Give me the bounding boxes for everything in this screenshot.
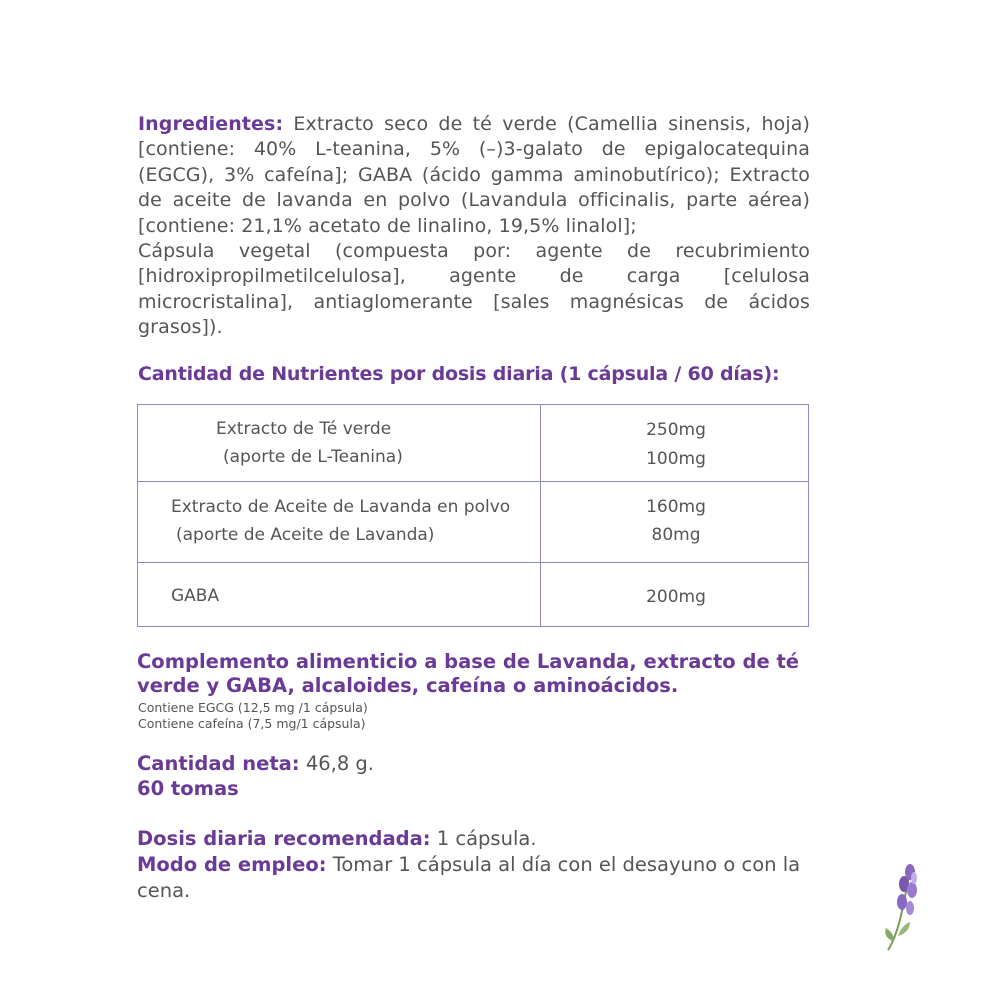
net-quantity-label: Cantidad neta: [137, 752, 300, 775]
product-summary [137, 650, 817, 698]
egcg-note: Contiene EGCG (12,5 mg /1 cápsula) [138, 700, 368, 715]
ingredients-line-7: [hidroxipropilmetilcelulosa], agente de carga [celulosa [138, 265, 810, 288]
usage-label: Modo de empleo: [137, 853, 327, 876]
nutrient-name: Extracto de Té verde [216, 419, 392, 439]
daily-dose-value: 1 cápsula. [436, 827, 537, 850]
nutrient-value: 200mg [646, 587, 706, 607]
ingredients-line-5: [contiene: 21,1% acetato de linalino, 19,5% linalol]; [138, 214, 637, 237]
daily-dose-label: Dosis diaria recomendada: [137, 827, 431, 850]
net-quantity [137, 752, 374, 775]
nutrients-table [137, 404, 809, 627]
nutrient-name: GABA [171, 586, 220, 606]
nutrient-sub-name: (aporte de Aceite de Lavanda) [176, 525, 435, 545]
daily-dose [137, 827, 537, 850]
net-quantity-value: 46,8 g. [305, 752, 375, 775]
summary-line-1: Complemento alimenticio a base de Lavanda, extracto de té [137, 650, 800, 673]
ingredients-line-6: Cápsula vegetal (compuesta por: agente de recubrimiento [138, 240, 810, 263]
column-divider [540, 405, 541, 626]
nutrient-sub-value: 100mg [646, 449, 706, 469]
doses-count: 60 tomas [137, 777, 239, 800]
nutrient-name: Extracto de Aceite de Lavanda en polvo [171, 497, 511, 517]
summary-line-2: verde y GABA, alcaloides, cafeína o aminoácidos. [137, 674, 679, 697]
usage-instructions [137, 853, 800, 876]
ingredients-line-2: [contiene: 40% L-teanina, 5% (–)3-galato de epigalocatequina [138, 138, 810, 161]
table-row [138, 481, 808, 563]
ingredients-line-4: de aceite de lavanda en polvo (Lavandula officinalis, parte aérea) [138, 189, 810, 212]
lavender-sprig-icon [880, 858, 920, 954]
ingredients-line-9: grasos]). [138, 316, 223, 339]
table-row [138, 405, 808, 482]
table-row [138, 562, 808, 627]
usage-value-continued: cena. [137, 879, 191, 902]
nutrients-heading: Cantidad de Nutrientes por dosis diaria (1 cápsula / 60 días): [138, 363, 780, 385]
nutrient-value: 250mg [646, 420, 706, 440]
caffeine-note: Contiene cafeína (7,5 mg/1 cápsula) [138, 716, 366, 731]
ingredients-line-8: microcristalina], antiaglomerante [sales magnésicas de ácidos [138, 290, 810, 313]
ingredients-line-3: (EGCG), 3% cafeína]; GABA (ácido gamma aminobutírico); Extracto [138, 163, 810, 186]
ingredients-paragraph [138, 112, 810, 341]
ingredients-label: Ingredientes: [138, 113, 284, 135]
nutrient-sub-value: 80mg [651, 525, 701, 545]
ingredients-text-1: Extracto seco de té verde (Camellia sinensis, hoja) [293, 113, 810, 135]
nutrient-value: 160mg [646, 497, 706, 517]
nutrient-sub-name: (aporte de L-Teanina) [223, 447, 403, 467]
usage-value: Tomar 1 cápsula al día con el desayuno o con la [332, 853, 801, 876]
ingredients-line-1 [138, 112, 810, 137]
